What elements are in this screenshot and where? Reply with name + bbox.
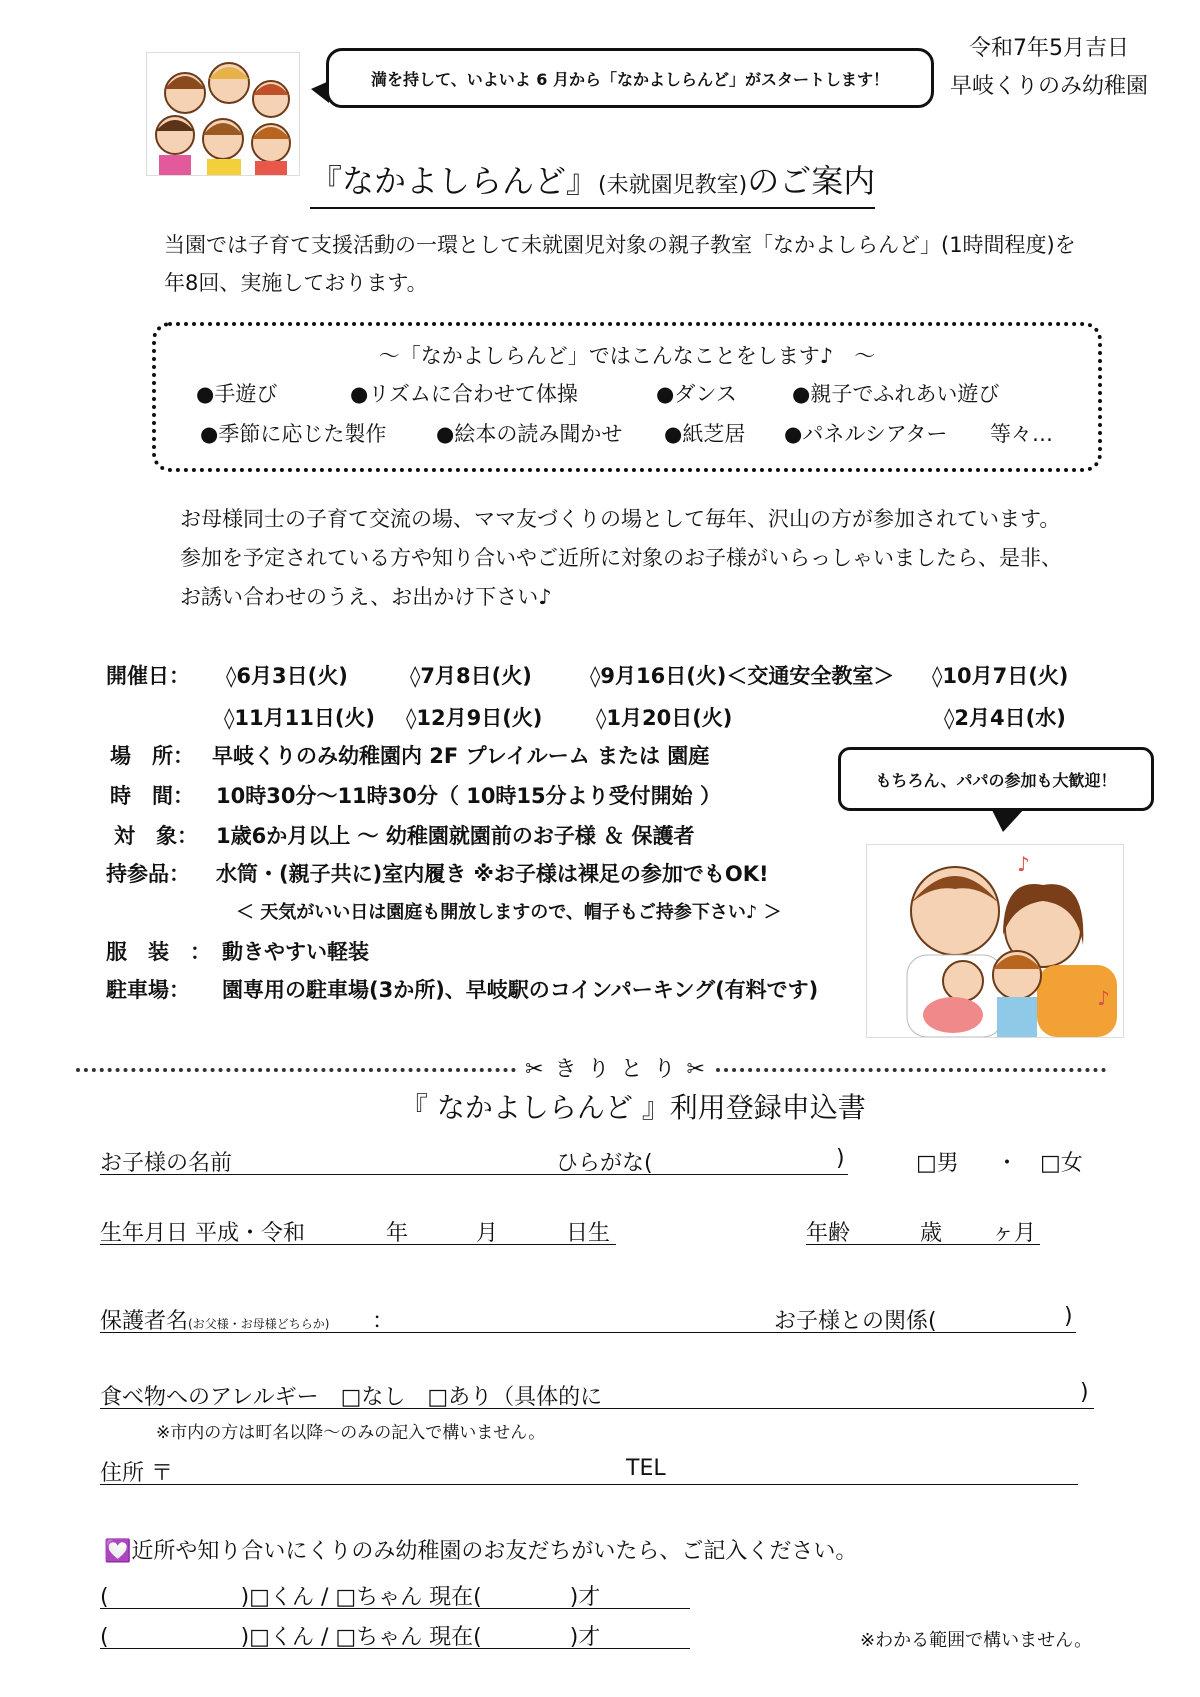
month-label: 月 [476,1221,499,1246]
friend-row: ( )□くん / □ちゃん 現在( )才 [100,1625,601,1650]
guardian-colon: ： [372,1309,395,1334]
cut-dots-left [76,1068,516,1072]
detail-value: 1歳6か月以上 ～ 幼稚園就園前のお子様 ＆ 保護者 [216,824,695,848]
paren-close: ) [1080,1380,1089,1405]
schedule-date: ◊1月20日(火) [596,706,733,730]
detail-value: 早岐くりのみ幼稚園内 2F プレイルーム または 園庭 [212,744,710,768]
schedule-date: ◊12月9日(火) [406,706,543,730]
activity-item: ●リズムに合わせて体操 [350,382,578,406]
page-title [310,160,875,209]
activity-item: ●ダンス [656,382,737,406]
allergy-label: 食べ物へのアレルギー □なし □あり（具体的に [100,1385,603,1410]
hiragana-label: ひらがな( [556,1151,653,1176]
activities-title: ～「なかよしらんど」ではこんなことをします♪ ～ [378,344,876,368]
detail-value: 水筒・(親子共に)室内履き ※お子様は裸足の参加でもOK! [216,862,769,886]
male-checkbox[interactable]: □男 [916,1151,959,1176]
schedule-date: ◊9月16日(火)＜交通安全教室＞ [590,664,895,688]
separator: ・ [996,1151,1019,1176]
intro-paragraph [164,226,1076,302]
detail-label: 場 所： [110,744,194,768]
detail-value: 園専用の駐車場(3か所)、早岐駅のコインパーキング(有料です) [222,978,819,1002]
invitation-line-1: お母様同士の子育て交流の場、ママ友づくりの場として毎年、沢山の方が参加されています。 [180,507,1061,531]
detail-value: 10時30分～11時30分（ 10時15分より受付開始 ） [216,784,721,808]
address-field[interactable] [100,1484,1078,1485]
schedule-date: ◊2月4日(水) [944,706,1066,730]
activity-item: ●紙芝居 [664,422,746,446]
schedule-date: ◊11月11日(火) [224,706,376,730]
address-note: ※市内の方は町名以降～のみの記入で構いません。 [156,1423,546,1443]
title-end: のご案内 [747,162,876,200]
guardian-label [100,1304,329,1335]
age-months-label: ヶ月 [992,1221,1037,1246]
title-sub: (未就園児教室) [598,173,748,198]
announcement-bubble [326,48,934,108]
detail-note: ＜ 天気がいい日は園庭も開放しますので、帽子もご持参下さい♪ ＞ [236,902,782,923]
female-checkbox[interactable]: □女 [1040,1151,1083,1176]
detail-label: 駐車場： [106,978,190,1002]
child-name-label: お子様の名前 [100,1151,233,1176]
kids-illustration [146,52,300,176]
activity-item: 等々… [990,422,1053,446]
age-label: 年齢 [806,1221,851,1246]
schedule-date: ◊10月7日(火) [932,664,1069,688]
guardian-note: (お父様・お母様どちらか) [188,1317,330,1331]
paren-close: ) [836,1146,845,1171]
svg-text:♪: ♪ [1017,852,1030,876]
detail-label: 時 間： [110,784,194,808]
svg-text:♪: ♪ [1097,986,1110,1010]
activity-item: ●手遊び [196,382,278,406]
cut-dots-right [716,1068,1106,1072]
detail-label: 対 象： [114,824,198,848]
guardian-label-text: 保護者名 [100,1309,189,1334]
activity-item: ●パネルシアター [784,422,948,446]
tel-label: TEL [626,1456,666,1481]
day-label: 日生 [566,1221,611,1246]
schedule-date: ◊6月3日(火) [226,664,348,688]
form-title: 『 なかよしらんど 』利用登録申込書 [400,1091,866,1124]
detail-label: 服 装 ： [106,940,211,964]
invitation-paragraph [180,500,1062,617]
issue-date: 令和7年5月吉日 [969,36,1129,61]
intro-line-1: 当園では子育て支援活動の一環として未就園児対象の親子教室「なかよしらんど」(1時間程度)を [164,233,1076,257]
papa-bubble [838,747,1154,811]
activity-item: ●親子でふれあい遊び [792,382,1000,406]
invitation-line-3: お誘い合わせのうえ、お出かけ下さい♪ [180,585,552,609]
paren-close: ) [1064,1304,1073,1329]
cut-label: ✂ き り と り ✂ [525,1057,707,1082]
friend-row: ( )□くん / □ちゃん 現在( )才 [100,1585,601,1610]
activity-item: ●季節に応じた製作 [200,422,387,446]
friend-note: ※わかる範囲で構いません。 [860,1630,1093,1651]
relation-label: お子様との関係( [774,1309,937,1334]
bubble-tail [991,808,1025,832]
activities-box [152,322,1102,472]
activity-item: ●絵本の読み聞かせ [436,422,623,446]
age-years-label: 歳 [920,1221,943,1246]
address-label: 住所 〒 [100,1461,173,1486]
cut-line [76,1052,1106,1083]
announcement-text: 満を持して、いよいよ 6 月から「なかよしらんど」がスタートします！ [371,69,889,89]
birthdate-label: 生年月日 平成・令和 [100,1221,305,1246]
invitation-line-2: 参加を予定されている方や知り合いやご近所に対象のお子様がいらっしゃいましたら、是非、 [180,546,1062,570]
intro-line-2: 年8回、実施しております。 [164,271,428,295]
title-main: 『なかよしらんど』 [310,162,599,200]
schedule-date: ◊7月8日(火) [410,664,532,688]
date-block [950,30,1148,106]
detail-label: 持参品： [106,862,190,886]
family-illustration [866,844,1124,1038]
papa-bubble-text: もちろん、パパの参加も大歓迎！ [875,770,1117,790]
friends-prompt: 💟近所や知り合いにくりのみ幼稚園のお友だちがいたら、ご記入ください。 [104,1539,858,1564]
schedule-label: 開催日： [106,664,190,688]
year-label: 年 [386,1221,409,1246]
school-name: 早岐くりのみ幼稚園 [950,74,1149,99]
bubble-tail [311,81,329,103]
detail-value: 動きやすい軽装 [222,940,369,964]
